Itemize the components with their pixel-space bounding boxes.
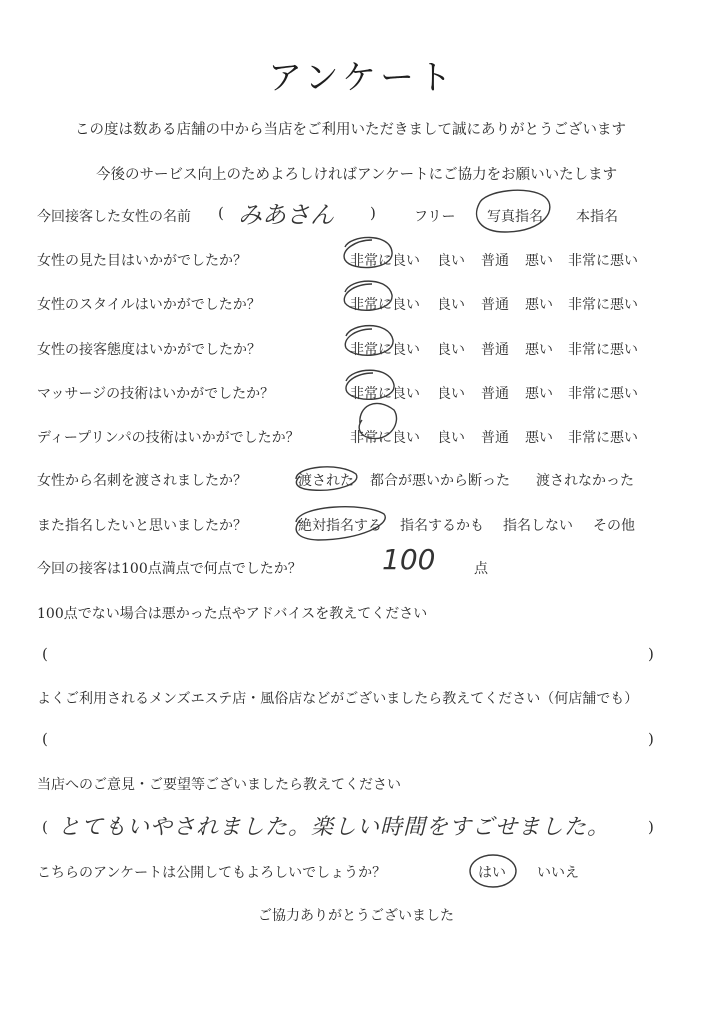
publish-option-yes[interactable]: はい bbox=[478, 865, 506, 881]
publish-question: こちらのアンケートは公開してもよろしいでしょうか？ bbox=[37, 865, 387, 881]
score-handwritten-value[interactable]: 100 bbox=[382, 543, 436, 576]
name-question: 今回接客した女性の名前 bbox=[37, 209, 191, 225]
rating-option-very-bad[interactable]: 非常に悪い bbox=[568, 297, 638, 313]
rating-option-good[interactable]: 良い bbox=[437, 386, 465, 402]
rating-question: 女性の接客態度はいかがでしたか？ bbox=[37, 342, 261, 358]
renominate-option-definitely[interactable]: 絶対指名する bbox=[298, 518, 382, 534]
renominate-question: また指名したいと思いましたか？ bbox=[37, 518, 247, 534]
card-option-not-received[interactable]: 渡されなかった bbox=[536, 473, 634, 489]
rating-option-average[interactable]: 普通 bbox=[481, 253, 509, 269]
rating-option-very-bad[interactable]: 非常に悪い bbox=[568, 430, 638, 446]
rating-question: マッサージの技術はいかがでしたか？ bbox=[37, 386, 275, 402]
rating-question: ディープリンパの技術はいかがでしたか？ bbox=[37, 430, 300, 446]
advice-close-paren: ) bbox=[648, 645, 654, 663]
rating-option-good[interactable]: 良い bbox=[437, 342, 465, 358]
rating-option-bad[interactable]: 悪い bbox=[525, 342, 553, 358]
option-main-nomination[interactable]: 本指名 bbox=[576, 209, 618, 225]
renominate-option-other[interactable]: その他 bbox=[593, 518, 635, 534]
publish-option-no[interactable]: いいえ bbox=[537, 865, 579, 881]
option-free[interactable]: フリー bbox=[414, 209, 456, 225]
rating-option-bad[interactable]: 悪い bbox=[525, 253, 553, 269]
rating-option-very-good[interactable]: 非常に良い bbox=[350, 430, 420, 446]
intro-line-2: 今後のサービス向上のためよろしければアンケートにご協力をお願いいたします bbox=[96, 167, 618, 183]
rating-option-average[interactable]: 普通 bbox=[481, 342, 509, 358]
score-unit: 点 bbox=[474, 561, 488, 577]
rating-option-very-bad[interactable]: 非常に悪い bbox=[568, 342, 638, 358]
card-option-received[interactable]: 渡された bbox=[298, 473, 354, 489]
rating-option-average[interactable]: 普通 bbox=[481, 430, 509, 446]
rating-option-very-bad[interactable]: 非常に悪い bbox=[568, 253, 638, 269]
page-title: アンケート bbox=[268, 58, 456, 98]
name-close-paren: ) bbox=[370, 204, 376, 222]
option-photo-nomination[interactable]: 写真指名 bbox=[487, 209, 543, 225]
shops-open-paren: ( bbox=[42, 730, 48, 748]
rating-option-bad[interactable]: 悪い bbox=[525, 297, 553, 313]
advice-question: 100点でない場合は悪かった点やアドバイスを教えてください bbox=[37, 606, 428, 622]
card-question: 女性から名刺を渡されましたか？ bbox=[37, 473, 247, 489]
rating-option-average[interactable]: 普通 bbox=[481, 297, 509, 313]
rating-option-very-good[interactable]: 非常に良い bbox=[350, 386, 420, 402]
renominate-option-no[interactable]: 指名しない bbox=[503, 518, 573, 534]
card-option-declined[interactable]: 都合が悪いから断った bbox=[370, 473, 510, 489]
intro-line-1: この度は数ある店舗の中から当店をご利用いただきまして誠にありがとうございます bbox=[75, 122, 626, 138]
shops-close-paren: ) bbox=[648, 730, 654, 748]
closing-message: ご協力ありがとうございました bbox=[258, 908, 454, 924]
name-handwritten-value[interactable]: みあさん bbox=[238, 201, 334, 229]
rating-option-very-good[interactable]: 非常に良い bbox=[350, 297, 420, 313]
opinion-question: 当店へのご意見・ご要望等ございましたら教えてください bbox=[37, 777, 401, 793]
rating-option-average[interactable]: 普通 bbox=[481, 386, 509, 402]
rating-question: 女性の見た目はいかがでしたか？ bbox=[37, 253, 247, 269]
rating-option-good[interactable]: 良い bbox=[437, 430, 465, 446]
rating-option-good[interactable]: 良い bbox=[437, 253, 465, 269]
rating-question: 女性のスタイルはいかがでしたか？ bbox=[37, 297, 261, 313]
score-question: 今回の接客は100点満点で何点でしたか？ bbox=[37, 561, 302, 577]
rating-option-very-bad[interactable]: 非常に悪い bbox=[568, 386, 638, 402]
opinion-close-paren: ) bbox=[648, 818, 654, 836]
rating-option-bad[interactable]: 悪い bbox=[525, 430, 553, 446]
name-open-paren: ( bbox=[218, 204, 224, 222]
opinion-handwritten-answer[interactable]: とてもいやされました。楽しい時間をすごせました。 bbox=[58, 815, 611, 840]
opinion-open-paren: ( bbox=[42, 818, 48, 836]
shops-question: よくご利用されるメンズエステ店・風俗店などがございましたら教えてください（何店舗でも） bbox=[37, 691, 639, 707]
rating-option-very-good[interactable]: 非常に良い bbox=[350, 253, 420, 269]
rating-option-very-good[interactable]: 非常に良い bbox=[350, 342, 420, 358]
advice-open-paren: ( bbox=[42, 645, 48, 663]
rating-option-good[interactable]: 良い bbox=[437, 297, 465, 313]
renominate-option-maybe[interactable]: 指名するかも bbox=[400, 518, 484, 534]
rating-option-bad[interactable]: 悪い bbox=[525, 386, 553, 402]
